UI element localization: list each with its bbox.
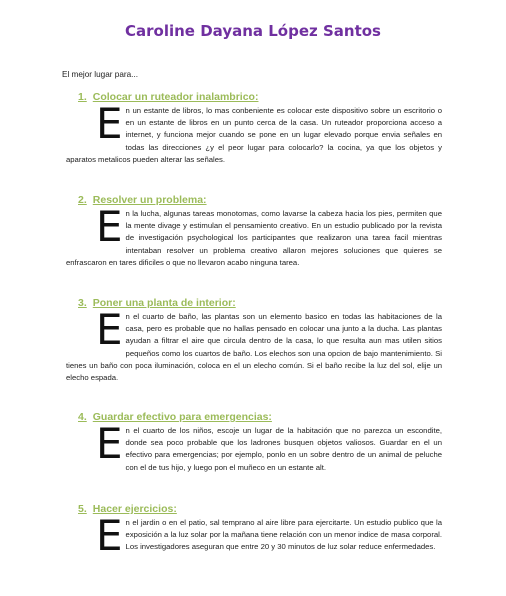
section-heading-text: Colocar un ruteador inalambrico: xyxy=(92,91,259,103)
intro-text: El mejor lugar para... xyxy=(62,70,138,79)
section-body-text: n la lucha, algunas tareas monotomas, como lavarse la cabeza hacia los pies, permiten que la mente divage y estimulan el pensamiento creativo. En un estudio publicado por la revista de investigación psychological los participantes que realizaron una tarea facil mientras intentaban resolver un problema creativo allaron mejores soluciones que quieres se enfrascaron en tares dificiles o que no llevaron acabo ninguna tarea. xyxy=(66,209,442,267)
drop-cap: E xyxy=(96,305,123,354)
section-5 xyxy=(66,502,442,560)
section-heading-text: Guardar efectivo para emergencias: xyxy=(92,411,272,423)
section-heading-text: Resolver un problema: xyxy=(92,194,207,206)
section-body-text: n el cuarto de los niños, escoje un lugar de la habitación que no parezca un escondite, donde sea poco probable que los ladrones busquen objetos valiosos. Guardar en el un efectivo para emergencias; por ejemplo, ponlo en un sobre dentro de un animal de peluche con el de tus hijo, y luego pon el muñeco en un estante alt. xyxy=(125,426,442,472)
section-body xyxy=(66,419,442,474)
drop-cap: E xyxy=(96,511,123,560)
section-number: 5. xyxy=(78,503,87,515)
section-heading xyxy=(78,296,442,310)
section-number: 1. xyxy=(78,91,87,103)
section-number: 2. xyxy=(78,194,87,206)
section-body-text: n el cuarto de baño, las plantas son un elemento basico en todas las habitaciones de la casa, pero es probable que no hallas pensado en colocar una junto a la ducha. Las plantas ayudan a filtrar el aire que circula dentro de la casa, lo que resulta aun mas utilen sitios pequeños como los cuartos de baño. Los elechos son una opcion de bajo mantenimiento. Si tienes un baño con poca iluminación, coloca en el un elecho común. Si el baño recibe la luz del sol, elije un elecho espada. xyxy=(66,312,442,383)
section-number: 4. xyxy=(78,411,87,423)
document-title: Caroline Dayana López Santos xyxy=(125,22,381,40)
section-body xyxy=(66,99,442,166)
section-body xyxy=(66,305,442,384)
drop-cap: E xyxy=(96,419,123,468)
section-heading-text: Poner una planta de interior: xyxy=(92,297,236,309)
drop-cap: E xyxy=(96,202,123,251)
section-heading-text: Hacer ejercicios: xyxy=(92,503,177,515)
section-body-text: n un estante de libros, lo mas conbeniente es colocar este dispositivo sobre un escritorio o en un estante de libros en un punto cerca de la casa. Un ruteador proporciona acceso a internet, y funciona mejor cuando se pone en un lugar elevado porque envia señales en todas las direcciones ¿y el peor lugar para colocarlo? la cocina, ya que los objetos y aparatos metalicos pueden alterar las señales. xyxy=(66,106,442,164)
section-number: 3. xyxy=(78,297,87,309)
section-body-text: n el jardin o en el patio, sal temprano al aire libre para ejercitarte. Un estudio publico que la exposición a la luz solar por la mañana tiene relación con un menor indice de masa corporal. Los investigadores aseguran que entre 20 y 30 minutos de luz solar reduce enfermedades. xyxy=(125,518,442,552)
section-body xyxy=(66,511,442,560)
section-heading xyxy=(78,90,442,104)
section-body xyxy=(66,202,442,269)
section-heading xyxy=(78,410,442,424)
section-2 xyxy=(66,193,442,269)
section-4 xyxy=(66,410,442,474)
section-heading xyxy=(78,193,442,207)
section-3 xyxy=(66,296,442,384)
section-1 xyxy=(66,90,442,166)
drop-cap: E xyxy=(96,99,123,148)
section-heading xyxy=(78,502,442,516)
